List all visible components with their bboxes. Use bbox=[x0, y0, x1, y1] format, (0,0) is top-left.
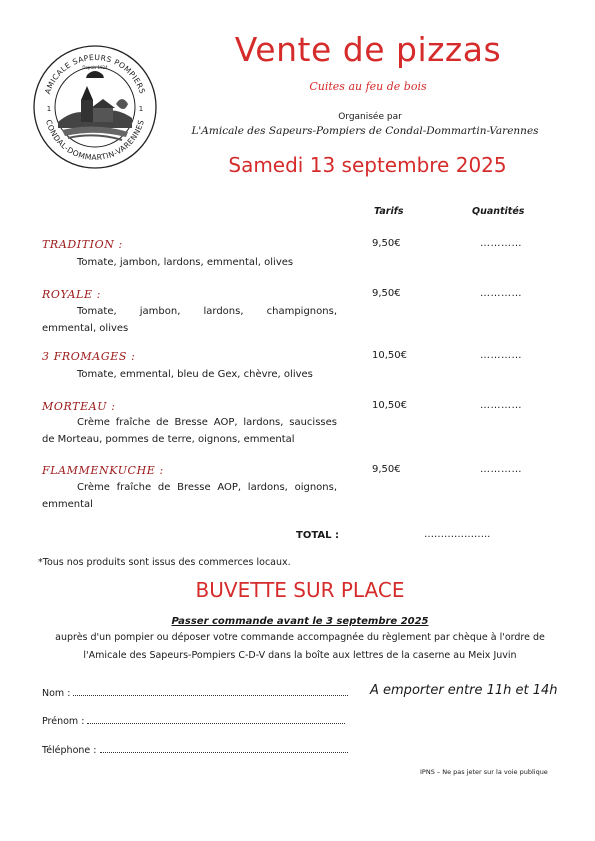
prenom-input-line[interactable] bbox=[87, 714, 345, 724]
order-deadline: Passer commande avant le 3 septembre 2025 bbox=[171, 616, 429, 627]
pizza-price-3-fromages: 10,50€ bbox=[372, 350, 407, 361]
pizza-desc-tradition bbox=[42, 254, 337, 271]
organizer-name: L'Amicale des Sapeurs-Pompiers de Condal-Dommartin-Varennes bbox=[191, 125, 539, 137]
pizza-desc-line: Crème fraîche de Bresse AOP, lardons, oignons, bbox=[77, 482, 337, 493]
tarifs-header: Tarifs bbox=[374, 206, 404, 217]
pizza-desc-flammenkuche bbox=[42, 479, 337, 513]
pizza-price-tradition: 9,50€ bbox=[372, 238, 401, 249]
pizza-name-royale: ROYALE : bbox=[42, 288, 101, 301]
pizza-desc-line: emmental bbox=[42, 499, 93, 510]
logo-date-text: Depuis 1924 bbox=[82, 65, 108, 70]
pizza-qty-3-fromages[interactable]: ………… bbox=[480, 350, 522, 361]
ipns-notice: IPNS – Ne pas jeter sur la voie publique bbox=[420, 768, 548, 776]
total-field[interactable]: ……………….. bbox=[424, 529, 491, 540]
pizza-desc-morteau bbox=[42, 414, 337, 448]
order-instructions-line1: auprès d'un pompier ou déposer votre commande accompagnée du règlement par chèque à l'ordre de bbox=[55, 632, 545, 643]
nom-label: Nom : bbox=[42, 688, 71, 699]
order-instructions-line2: l'Amicale des Sapeurs-Pompiers C-D-V dans la boîte aux lettres de la caserne au Meix Juvin bbox=[83, 650, 517, 661]
pizza-desc-line: de Morteau, pommes de terre, oignons, emmental bbox=[42, 434, 295, 445]
pizza-qty-morteau[interactable]: ………… bbox=[480, 400, 522, 411]
quantites-header: Quantités bbox=[472, 206, 525, 217]
takeaway-hours: A emporter entre 11h et 14h bbox=[370, 683, 558, 698]
pizza-desc-line: Tomate, jambon, lardons, champignons, bbox=[77, 306, 337, 317]
pizza-name-3-fromages: 3 FROMAGES : bbox=[42, 350, 136, 363]
logo-top-text: AMICALE SAPEURS POMPIERS bbox=[42, 52, 148, 96]
prenom-label: Prénom : bbox=[42, 716, 85, 727]
amicale-logo bbox=[32, 44, 158, 170]
pizza-qty-flammenkuche[interactable]: ………… bbox=[480, 464, 522, 475]
pizza-desc-line: Tomate, jambon, lardons, emmental, olives bbox=[77, 257, 294, 268]
event-date: Samedi 13 septembre 2025 bbox=[228, 153, 507, 177]
total-label: TOTAL : bbox=[296, 530, 339, 541]
nom-field[interactable] bbox=[42, 686, 348, 699]
pizza-desc-royale bbox=[42, 303, 337, 337]
pizza-desc-line: emmental, olives bbox=[42, 323, 129, 334]
logo-left-num: 1 bbox=[46, 105, 52, 113]
nom-input-line[interactable] bbox=[73, 686, 348, 696]
pizza-desc-line: Crème fraîche de Bresse AOP, lardons, saucisses bbox=[77, 417, 337, 428]
telephone-field[interactable] bbox=[42, 743, 348, 756]
logo-right-num: 1 bbox=[138, 105, 144, 113]
pizza-name-tradition: TRADITION : bbox=[42, 238, 123, 251]
footnote: *Tous nos produits sont issus des commerces locaux. bbox=[38, 557, 291, 568]
church-icon bbox=[81, 100, 93, 122]
prenom-field[interactable] bbox=[42, 714, 345, 727]
page-title: Vente de pizzas bbox=[234, 30, 502, 69]
pizza-name-morteau: MORTEAU : bbox=[42, 400, 116, 413]
pizza-qty-tradition[interactable]: ………… bbox=[480, 238, 522, 249]
buvette-heading: BUVETTE SUR PLACE bbox=[195, 578, 405, 602]
logo-bottom-text: CONDAL-DOMMARTIN-VARENNES bbox=[44, 118, 146, 163]
helmet-icon bbox=[86, 71, 104, 78]
pizza-desc-line: Tomate, emmental, bleu de Gex, chèvre, olives bbox=[77, 369, 313, 380]
pizza-qty-royale[interactable]: ………… bbox=[480, 288, 522, 299]
pizza-price-royale: 9,50€ bbox=[372, 288, 401, 299]
pizza-price-morteau: 10,50€ bbox=[372, 400, 407, 411]
pizza-name-flammenkuche: FLAMMENKUCHE : bbox=[42, 464, 164, 477]
organizer-label: Organisée par bbox=[338, 112, 402, 122]
pizza-price-flammenkuche: 9,50€ bbox=[372, 464, 401, 475]
telephone-input-line[interactable] bbox=[100, 743, 348, 753]
telephone-label: Téléphone : bbox=[42, 745, 97, 756]
pizza-desc-3-fromages bbox=[42, 366, 337, 383]
subtitle: Cuites au feu de bois bbox=[309, 80, 427, 93]
